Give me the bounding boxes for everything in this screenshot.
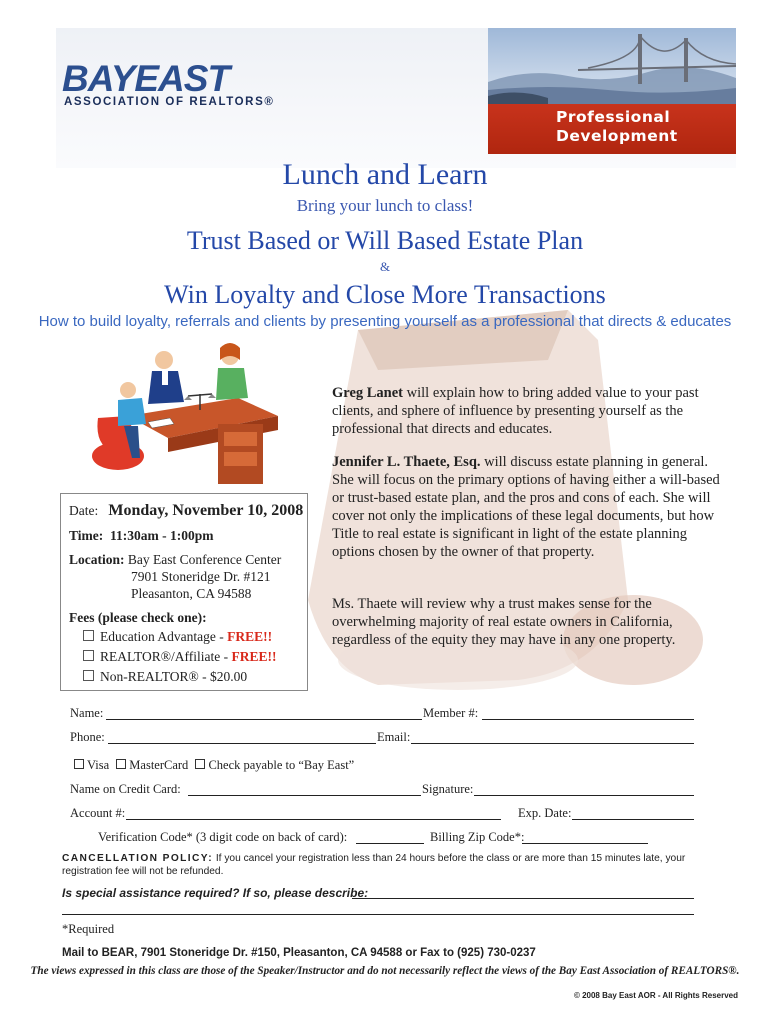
exp-date-label: Exp. Date: bbox=[518, 806, 572, 820]
disclaimer: The views expressed in this class are those of the Speaker/Instructor and do not necessarily reflect the views of the Bay East Association of REALTORS®. bbox=[30, 965, 740, 977]
card-name-label: Name on Credit Card: bbox=[70, 782, 181, 796]
ampersand: & bbox=[379, 259, 391, 274]
golden-gate-photo bbox=[488, 28, 736, 108]
fee1-price: FREE!! bbox=[227, 629, 273, 644]
logo-subtitle: ASSOCIATION OF REALTORS® bbox=[64, 96, 275, 108]
fee-option-education[interactable] bbox=[83, 629, 272, 645]
phone-field[interactable] bbox=[108, 743, 376, 744]
member-number-field[interactable] bbox=[482, 719, 694, 720]
badge-text bbox=[556, 108, 726, 146]
signature-field[interactable] bbox=[474, 795, 694, 796]
location-line2: 7901 Stoneridge Dr. #121 bbox=[131, 569, 271, 584]
event-date bbox=[69, 502, 303, 520]
speaker2-name: Jennifer L. Thaete, Esq. bbox=[332, 454, 481, 470]
topic-title-1: Trust Based or Will Based Estate Plan bbox=[186, 226, 584, 255]
check-label: Check payable to “Bay East” bbox=[208, 758, 355, 772]
verification-field[interactable] bbox=[356, 843, 424, 844]
location-line3: Pleasanton, CA 94588 bbox=[131, 586, 252, 601]
mastercard-label: MasterCard bbox=[129, 758, 189, 772]
fee-option-realtor[interactable] bbox=[83, 649, 277, 665]
speaker1-paragraph bbox=[332, 384, 722, 438]
fee2-price: FREE!! bbox=[231, 649, 277, 664]
account-label: Account #: bbox=[70, 806, 126, 820]
speaker2-paragraph bbox=[332, 453, 722, 561]
card-name-field[interactable] bbox=[188, 795, 421, 796]
fee3-label: Non-REALTOR® - $20.00 bbox=[100, 669, 248, 684]
signature-label: Signature: bbox=[422, 782, 474, 796]
speaker2-text: will discuss estate planning in general. She will focus on the primary options of having either a will-based or trust-based estate plan, and the pros and cons of each. She will cover not only the implications of these legal documents, but how Title to real estate is significant in light of the estate planning options chosen by the owner of that property. bbox=[332, 454, 720, 560]
verification-label: Verification Code* (3 digit code on back of card): bbox=[98, 830, 348, 844]
fees-label-text: Fees (please check one): bbox=[69, 610, 207, 625]
date-value: Monday, November 10, 2008 bbox=[108, 502, 304, 519]
cancellation-label: CANCELLATION POLICY: bbox=[62, 853, 213, 864]
location-label: Location: bbox=[69, 552, 125, 567]
billing-zip-label: Billing Zip Code*: bbox=[430, 830, 525, 844]
time-label: Time: bbox=[69, 528, 104, 543]
event-details-box bbox=[60, 493, 308, 691]
speaker2-followup-paragraph: Ms. Thaete will review why a trust makes sense for the overwhelming majority of real estate owners in California, regardless of the equity they may have in any one property. bbox=[332, 596, 676, 648]
badge-line2: Development bbox=[556, 127, 678, 145]
email-label: Email: bbox=[377, 730, 411, 744]
cancellation-policy bbox=[62, 852, 712, 878]
event-location bbox=[69, 552, 281, 568]
exp-date-field[interactable] bbox=[572, 819, 694, 820]
fee2-label: REALTOR®/Affiliate - bbox=[100, 649, 232, 664]
special-assistance-field-line2[interactable] bbox=[62, 914, 694, 915]
mastercard-checkbox[interactable] bbox=[116, 759, 126, 769]
fee-option-non-realtor[interactable] bbox=[83, 669, 247, 685]
badge-line1: Professional bbox=[556, 108, 671, 126]
account-field[interactable] bbox=[126, 819, 501, 820]
location-line1: Bay East Conference Center bbox=[127, 552, 282, 567]
event-time bbox=[69, 528, 214, 544]
fee-checkbox[interactable] bbox=[83, 630, 94, 641]
topic-title-2: Win Loyalty and Close More Transactions bbox=[164, 280, 606, 309]
copyright: © 2008 Bay East AOR - All Rights Reserved bbox=[573, 991, 738, 1000]
tagline: How to build loyalty, referrals and clients by presenting yourself as a professional that directs & educates bbox=[38, 313, 732, 330]
special-assistance-field[interactable] bbox=[352, 898, 694, 899]
email-field[interactable] bbox=[411, 743, 694, 744]
name-label: Name: bbox=[70, 706, 104, 720]
speaker1-text: will explain how to bring added value to your past clients, and sphere of influence by presenting yourself as the professional that directs and educates. bbox=[332, 385, 699, 437]
payment-options bbox=[74, 758, 354, 773]
time-value: 11:30am - 1:00pm bbox=[110, 528, 214, 543]
mailing-instructions: Mail to BEAR, 7901 Stoneridge Dr. #150, Pleasanton, CA 94588 or Fax to (925) 730-0237 bbox=[62, 947, 536, 959]
cancellation-text: If you cancel your registration less than 24 hours before the class or are more than 15 minutes late, your registration fee will not be refunded. bbox=[62, 853, 686, 877]
name-field[interactable] bbox=[106, 719, 422, 720]
fee-checkbox[interactable] bbox=[83, 670, 94, 681]
meeting-clipart bbox=[88, 338, 288, 488]
visa-label: Visa bbox=[87, 758, 110, 772]
date-label: Date: bbox=[69, 503, 99, 518]
check-checkbox[interactable] bbox=[195, 759, 205, 769]
fee1-label: Education Advantage - bbox=[100, 629, 228, 644]
visa-checkbox[interactable] bbox=[74, 759, 84, 769]
speaker1-name: Greg Lanet bbox=[332, 385, 404, 401]
fees-label bbox=[69, 610, 207, 626]
page-subtitle: Bring your lunch to class! bbox=[296, 196, 474, 215]
required-note: *Required bbox=[62, 922, 115, 936]
fee-checkbox[interactable] bbox=[83, 650, 94, 661]
page-title: Lunch and Learn bbox=[282, 158, 488, 191]
bay-east-logo: BAYEAST bbox=[62, 58, 230, 99]
billing-zip-field[interactable] bbox=[522, 843, 648, 844]
special-assistance-label: Is special assistance required? If so, please describe: bbox=[62, 886, 369, 900]
member-label: Member #: bbox=[423, 706, 479, 720]
phone-label: Phone: bbox=[70, 730, 105, 744]
